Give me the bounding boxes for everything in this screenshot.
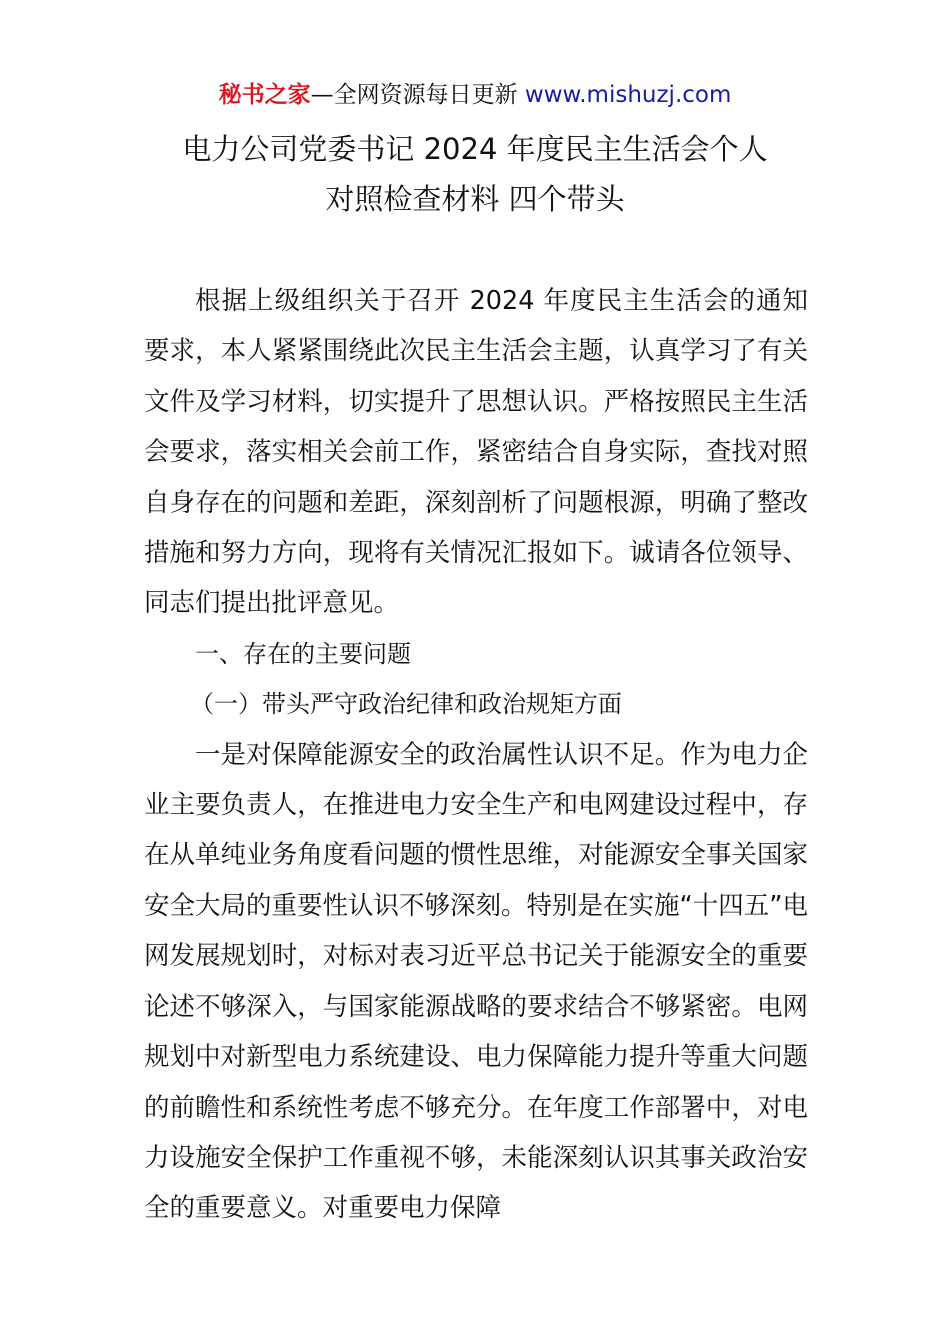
document-body bbox=[144, 276, 808, 1234]
intro-paragraph: 根据上级组织关于召开 2024 年度民主生活会的通知要求，本人紧紧围绕此次民主生活会主题，认真学习了有关文件及学习材料，切实提升了思想认识。严格按照民主生活会要求，落实相关会前工作，紧密结合自身实际，查找对照自身存在的问题和差距，深刻剖析了问题根源，明确了整改措施和努力方向，现将有关情况汇报如下。诚请各位领导、同志们提出批评意见。 bbox=[144, 286, 808, 619]
site-header bbox=[0, 78, 950, 112]
subsection-heading: （一）带头严守政治纪律和政治规矩方面 bbox=[190, 690, 622, 719]
section-heading: 一、存在的主要问题 bbox=[195, 639, 411, 668]
title-line-2: 对照检查材料 四个带头 bbox=[325, 182, 625, 216]
site-url-link[interactable]: www.mishuzj.com bbox=[524, 82, 732, 108]
brand-name: 秘书之家 bbox=[218, 82, 311, 108]
title-line-1: 电力公司党委书记 2024 年度民主生活会个人 bbox=[182, 132, 768, 166]
site-tagline: —全网资源每日更新 bbox=[310, 82, 525, 108]
body-paragraph: 一是对保障能源安全的政治属性认识不足。作为电力企业主要负责人，在推进电力安全生产和电网建设过程中，存在从单纯业务角度看问题的惯性思维，对能源安全事关国家安全大局的重要性认识不够深刻。特别是在实施“十四五”电网发展规划时，对标对表习近平总书记关于能源安全的重要论述不够深入，与国家能源战略的要求结合不够紧密。电网规划中对新型电力系统建设、电力保障能力提升等重大问题的前瞻性和系统性考虑不够充分。在年度工作部署中，对电力设施安全保护工作重视不够，未能深刻认识其事关政治安全的重要意义。对重要电力保障 bbox=[144, 739, 808, 1224]
document-title bbox=[0, 124, 950, 224]
